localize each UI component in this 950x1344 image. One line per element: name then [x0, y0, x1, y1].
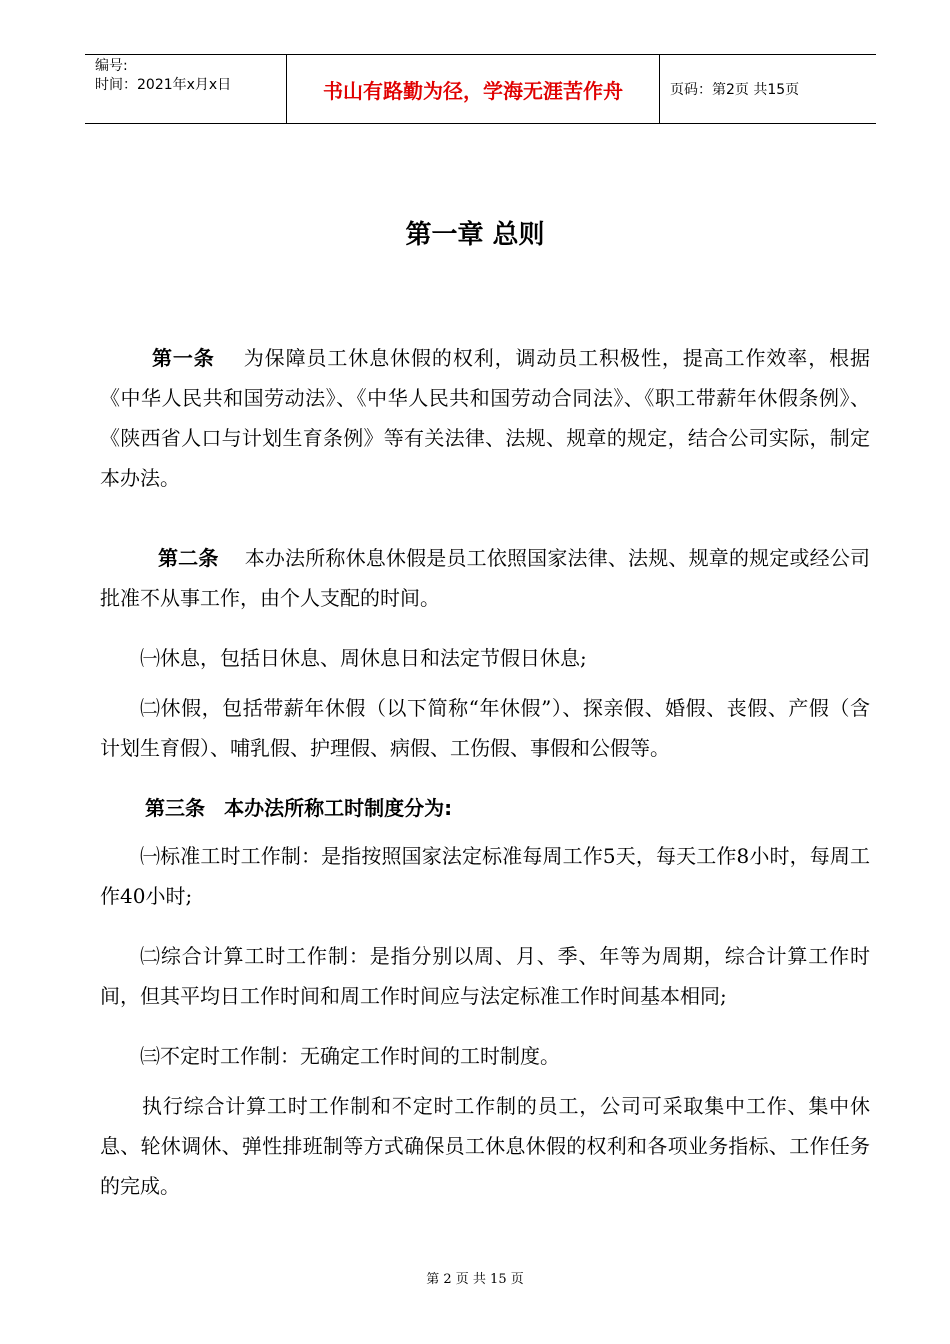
- header-page-info: 页码：第2页 共15页: [670, 82, 800, 98]
- article-label: 第二条: [158, 546, 219, 570]
- clause-text: ㈡休假，包括带薪年休假（以下简称“年休假”）、探亲假、婚假、丧假、产假（含计划生育假）、哺乳假、护理假、病假、工伤假、事假和公假等。: [100, 696, 870, 760]
- article-text: 本办法所称工时制度分为:: [224, 796, 453, 820]
- article-1: [100, 338, 870, 498]
- clause-item: [100, 688, 870, 768]
- header-table: [85, 54, 876, 124]
- paragraph-text: 执行综合计算工时工作制和不定时工作制的员工，公司可采取集中工作、集中休息、轮休调休、弹性排班制等方式确保员工休息休假的权利和各项业务指标、工作任务的完成。: [100, 1094, 870, 1198]
- article-label: 第一条: [152, 346, 215, 370]
- clause-text: ㈢不定时工作制：无确定工作时间的工时制度。: [140, 1044, 560, 1068]
- document-number-label: 编号:: [95, 58, 128, 74]
- clause-item: [100, 1036, 870, 1076]
- clause-text: ㈠休息，包括日休息、周休息日和法定节假日休息;: [140, 646, 587, 670]
- article-text: 为保障员工休息休假的权利，调动员工积极性，提高工作效率，根据《中华人民共和国劳动法》、《中华人民共和国劳动合同法》、《职工带薪年休假条例》、《陕西省人口与计划生育条例》等有关法律、法规、规章的规定，结合公司实际，制定本办法。: [100, 346, 871, 490]
- closing-paragraph: [100, 1086, 870, 1206]
- clause-item: [100, 638, 870, 678]
- article-3: [100, 788, 870, 828]
- clause-item: [100, 836, 870, 916]
- chapter-title: 第一章 总则: [405, 220, 545, 250]
- page-footer: 第 2 页 共 15 页: [426, 1272, 524, 1287]
- header-motto: 书山有路勤为径，学海无涯苦作舟: [287, 55, 660, 123]
- article-2: [100, 538, 870, 618]
- clause-text: ㈠标准工时工作制：是指按照国家法定标准每周工作5天，每天工作8小时，每周工作40小时;: [100, 844, 870, 908]
- clause-item: [100, 936, 870, 1016]
- article-text: 本办法所称休息休假是员工依照国家法律、法规、规章的规定或经公司批准不从事工作，由个人支配的时间。: [100, 546, 871, 610]
- document-date: 时间：2021年x月x日: [95, 77, 232, 93]
- article-label: 第三条: [145, 796, 205, 820]
- header-meta: [85, 55, 287, 123]
- clause-text: ㈡综合计算工时工作制：是指分别以周、月、季、年等为周期，综合计算工作时间，但其平均日工作时间和周工作时间应与法定标准工作时间基本相同;: [100, 944, 870, 1008]
